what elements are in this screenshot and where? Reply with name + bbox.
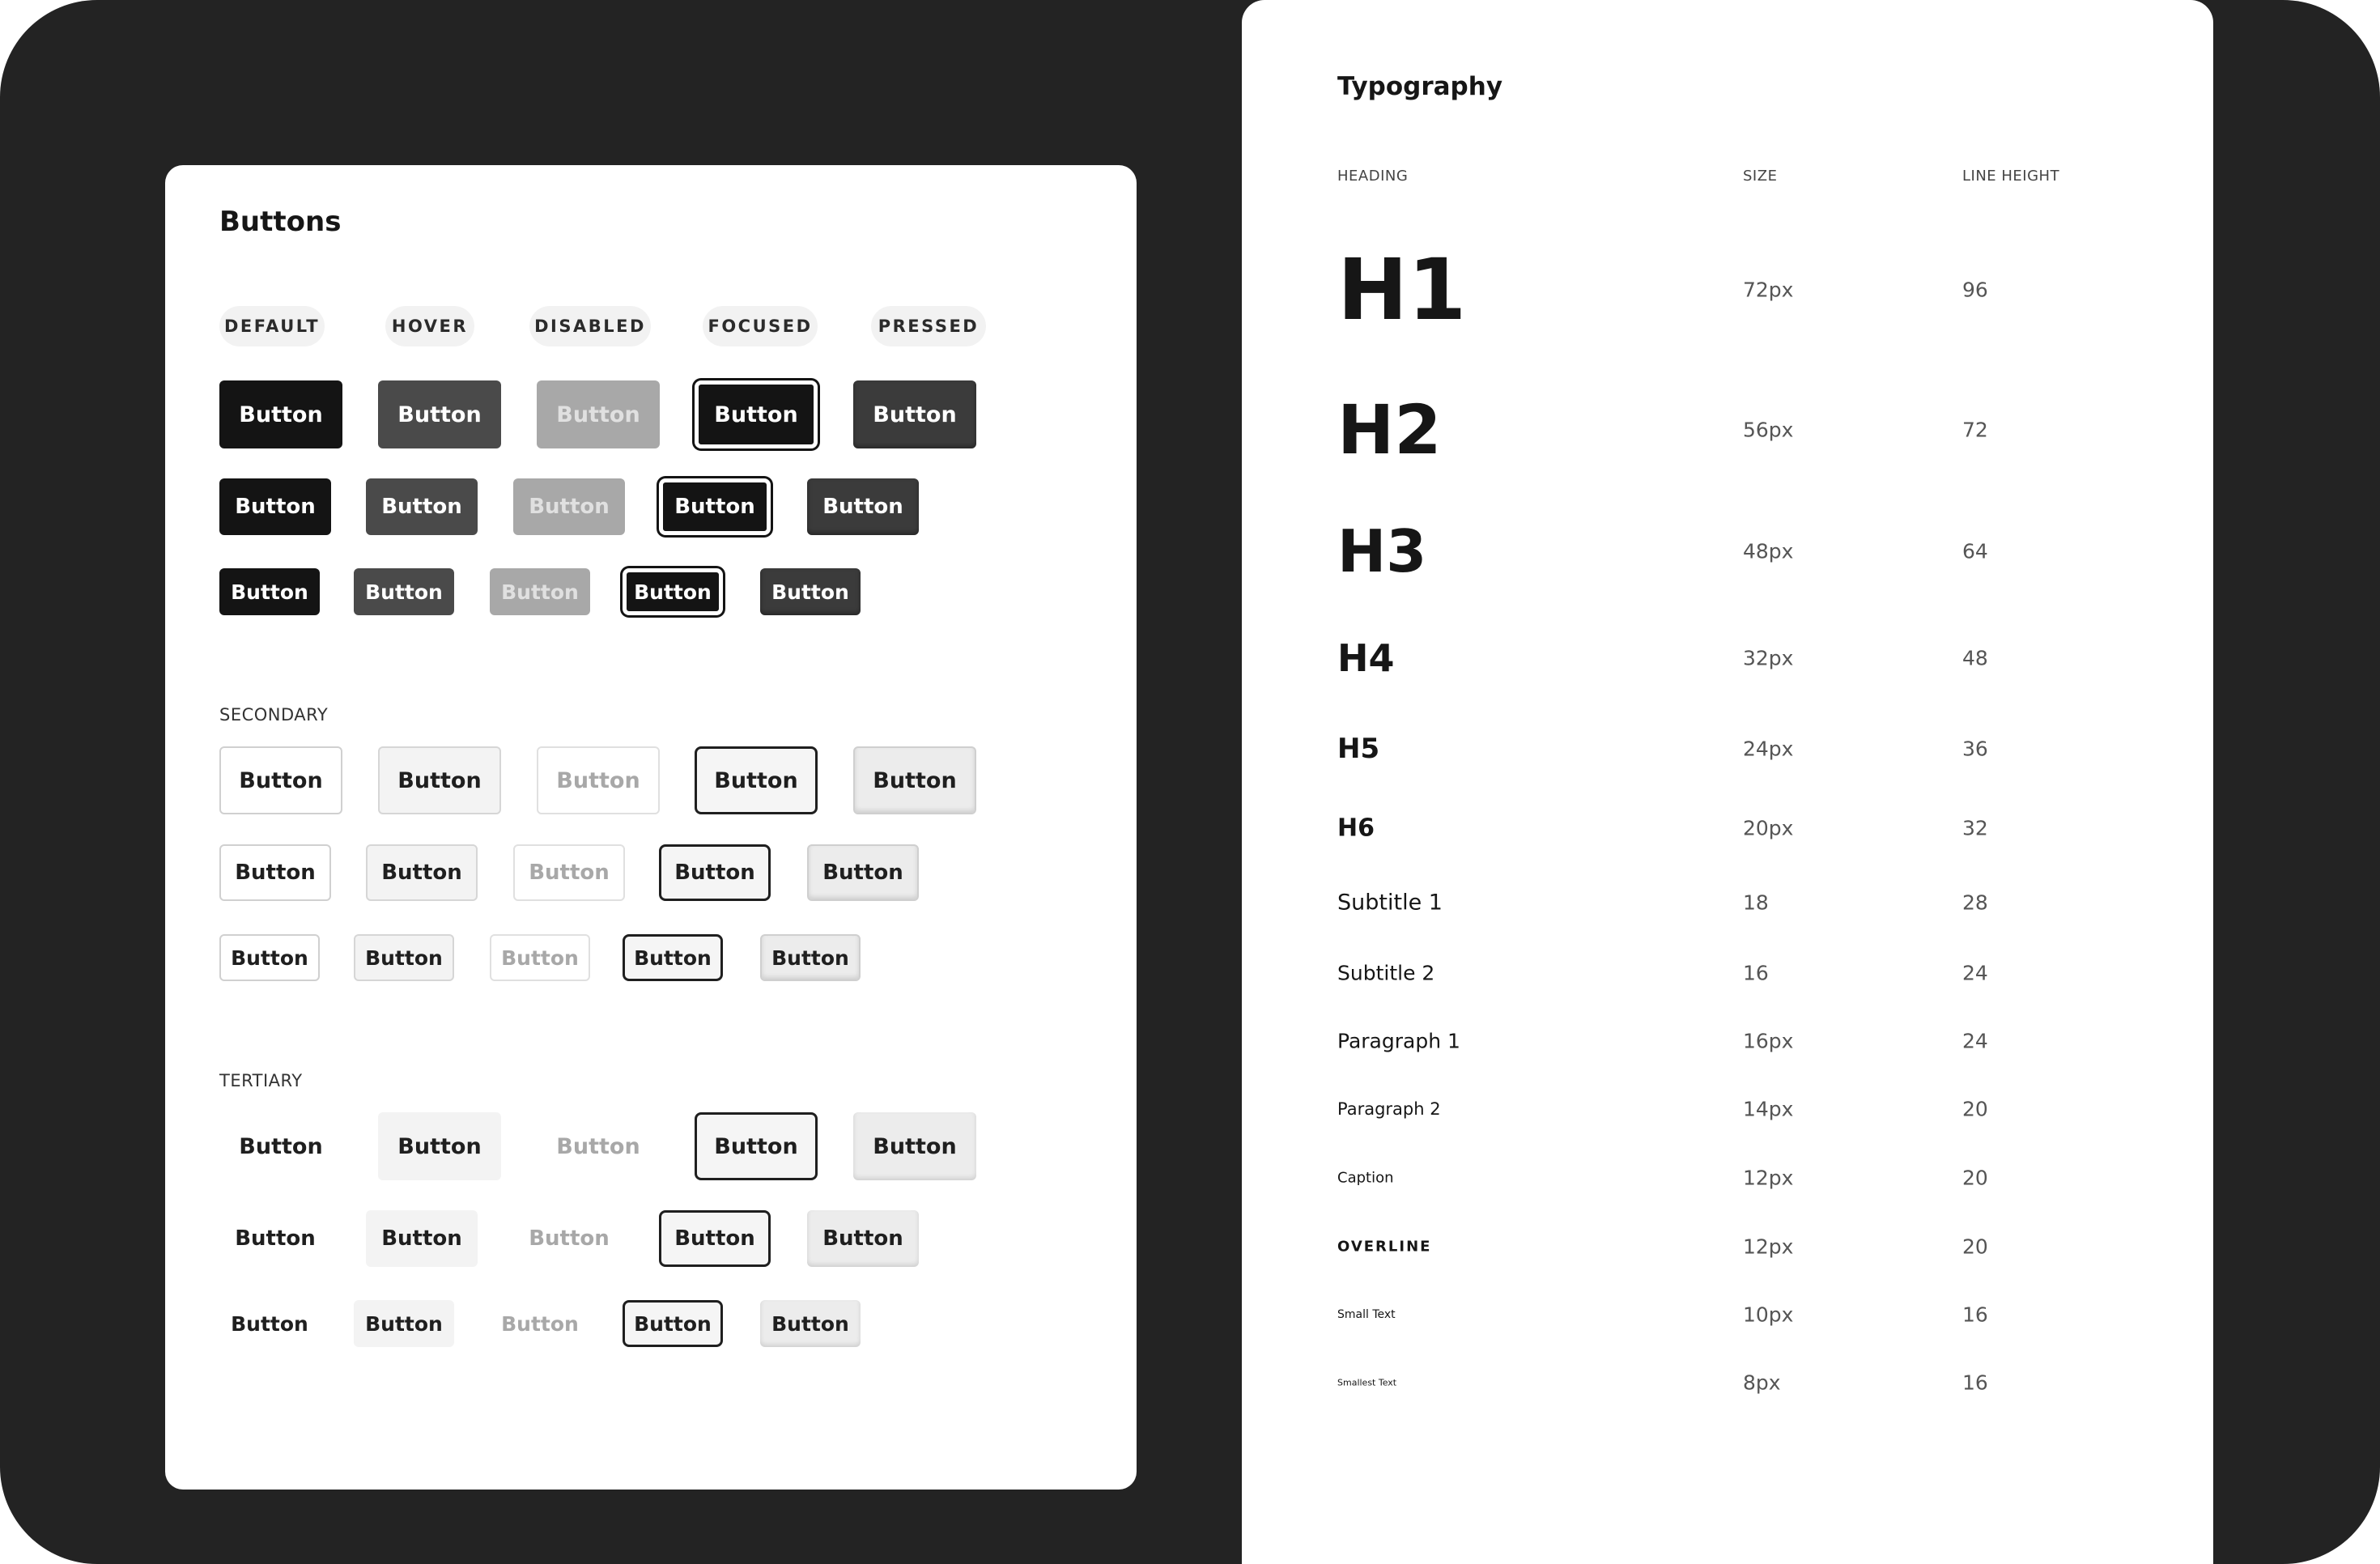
secondary-button-pressed-small[interactable]: Button [760,934,861,981]
tertiary-button-default-medium[interactable]: Button [219,1210,331,1267]
type-sample: H6 [1337,814,1375,843]
type-sample: H2 [1337,390,1442,470]
type-size-value: 16px [1743,1029,1794,1053]
type-sample: Subtitle 2 [1337,961,1435,985]
type-size-value: 14px [1743,1097,1794,1121]
type-row [1242,390,2213,470]
type-sample: H5 [1337,733,1380,765]
type-line-height-value: 28 [1962,890,1988,915]
primary-button-focused-medium[interactable]: Button [659,478,771,535]
type-row [1242,733,2213,765]
secondary-button-focused-small[interactable]: Button [623,934,723,981]
primary-button-default-medium[interactable]: Button [219,478,331,535]
secondary-button-hover-small[interactable]: Button [354,934,454,981]
typography-title: Typography [1337,72,1503,101]
primary-button-focused-large[interactable]: Button [695,380,818,448]
state-label-pressed: PRESSED [871,306,986,346]
section-label-tertiary: TERTIARY [219,1071,303,1090]
primary-button-default-small[interactable]: Button [219,568,320,615]
state-label-hover: HOVER [385,306,474,346]
type-row [1242,1166,2213,1190]
type-size-value: 18 [1743,890,1769,915]
type-size-value: 8px [1743,1371,1781,1395]
primary-button-pressed-small[interactable]: Button [760,568,861,615]
type-line-height-value: 36 [1962,737,1988,761]
secondary-button-default-large[interactable]: Button [219,746,342,814]
type-sample: Subtitle 1 [1337,890,1443,916]
secondary-button-pressed-large[interactable]: Button [853,746,976,814]
type-size-value: 20px [1743,816,1794,840]
tertiary-button-focused-small[interactable]: Button [623,1300,723,1347]
type-line-height-value: 32 [1962,816,1988,840]
type-sample: Smallest Text [1337,1377,1397,1388]
column-header-size: SIZE [1743,168,1778,185]
tertiary-button-disabled-large[interactable]: Button [537,1112,660,1180]
type-sample: H3 [1337,517,1427,585]
secondary-button-disabled-large[interactable]: Button [537,746,660,814]
type-row [1242,1097,2213,1121]
type-row [1242,240,2213,339]
type-size-value: 12px [1743,1235,1794,1259]
type-row [1242,517,2213,585]
tertiary-button-pressed-small[interactable]: Button [760,1300,861,1347]
type-size-value: 32px [1743,646,1794,670]
state-label-default: DEFAULT [219,306,325,346]
type-sample: OVERLINE [1337,1238,1432,1256]
type-sample: H4 [1337,636,1395,680]
secondary-button-default-medium[interactable]: Button [219,844,331,901]
section-label-secondary: SECONDARY [219,705,329,725]
type-line-height-value: 96 [1962,278,1988,302]
tertiary-button-focused-large[interactable]: Button [695,1112,818,1180]
typography-card [1242,0,2213,1564]
type-line-height-value: 16 [1962,1303,1988,1327]
type-sample: H1 [1337,240,1467,339]
tertiary-button-default-small[interactable]: Button [219,1300,320,1347]
type-line-height-value: 16 [1962,1371,1988,1395]
primary-button-hover-small[interactable]: Button [354,568,454,615]
primary-button-hover-medium[interactable]: Button [366,478,478,535]
type-sample: Paragraph 1 [1337,1029,1460,1053]
secondary-button-focused-large[interactable]: Button [695,746,818,814]
tertiary-button-disabled-small[interactable]: Button [490,1300,590,1347]
type-row [1242,1029,2213,1053]
type-row [1242,961,2213,985]
secondary-button-default-small[interactable]: Button [219,934,320,981]
tertiary-button-hover-large[interactable]: Button [378,1112,501,1180]
secondary-button-hover-large[interactable]: Button [378,746,501,814]
primary-button-pressed-medium[interactable]: Button [807,478,919,535]
type-line-height-value: 72 [1962,418,1988,442]
secondary-button-hover-medium[interactable]: Button [366,844,478,901]
buttons-card [165,165,1137,1490]
type-line-height-value: 64 [1962,539,1988,563]
state-label-disabled: DISABLED [529,306,651,346]
secondary-button-focused-medium[interactable]: Button [659,844,771,901]
type-size-value: 10px [1743,1303,1794,1327]
primary-button-pressed-large[interactable]: Button [853,380,976,448]
primary-button-disabled-medium[interactable]: Button [513,478,625,535]
tertiary-button-disabled-medium[interactable]: Button [513,1210,625,1267]
type-size-value: 72px [1743,278,1794,302]
column-header-heading: HEADING [1337,168,1409,185]
tertiary-button-pressed-large[interactable]: Button [853,1112,976,1180]
type-sample: Small Text [1337,1308,1396,1321]
type-size-value: 16 [1743,961,1769,985]
type-size-value: 24px [1743,737,1794,761]
primary-button-hover-large[interactable]: Button [378,380,501,448]
tertiary-button-pressed-medium[interactable]: Button [807,1210,919,1267]
tertiary-button-focused-medium[interactable]: Button [659,1210,771,1267]
type-size-value: 12px [1743,1166,1794,1190]
primary-button-default-large[interactable]: Button [219,380,342,448]
buttons-title: Buttons [219,206,342,238]
type-size-value: 56px [1743,418,1794,442]
tertiary-button-hover-medium[interactable]: Button [366,1210,478,1267]
tertiary-button-hover-small[interactable]: Button [354,1300,454,1347]
secondary-button-disabled-small[interactable]: Button [490,934,590,981]
type-line-height-value: 24 [1962,1029,1988,1053]
type-sample: Caption [1337,1169,1394,1187]
type-line-height-value: 20 [1962,1235,1988,1259]
tertiary-button-default-large[interactable]: Button [219,1112,342,1180]
type-row [1242,814,2213,843]
type-line-height-value: 20 [1962,1166,1988,1190]
type-sample: Paragraph 2 [1337,1099,1441,1119]
state-label-focused: FOCUSED [703,306,818,346]
type-line-height-value: 48 [1962,646,1988,670]
secondary-button-disabled-medium[interactable]: Button [513,844,625,901]
state-labels [165,306,1137,346]
primary-button-disabled-large[interactable]: Button [537,380,660,448]
column-header-line-height: LINE HEIGHT [1962,168,2060,185]
type-line-height-value: 24 [1962,961,1988,985]
primary-button-focused-small[interactable]: Button [623,568,723,615]
type-row [1242,636,2213,680]
primary-button-disabled-small[interactable]: Button [490,568,590,615]
type-size-value: 48px [1743,539,1794,563]
type-line-height-value: 20 [1962,1097,1988,1121]
secondary-button-pressed-medium[interactable]: Button [807,844,919,901]
